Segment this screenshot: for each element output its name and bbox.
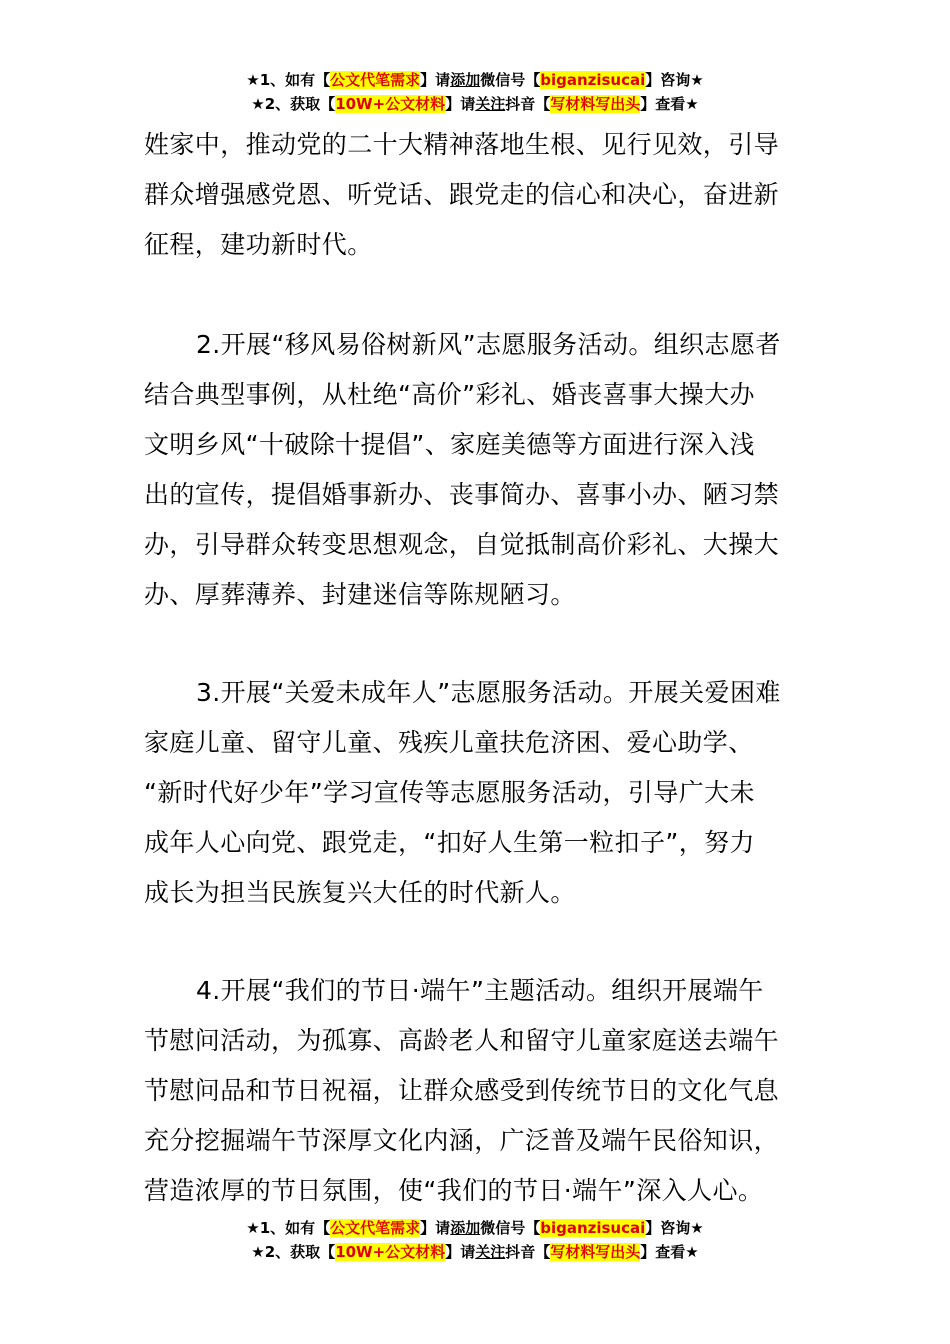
highlight-wechat-id: biganzisucai xyxy=(540,71,646,89)
text-line: 姓家中，推动党的二十大精神落地生根、见行见效，引导 xyxy=(144,130,780,159)
banner-line-1 xyxy=(0,1216,950,1240)
highlight-ghostwriting-service: 公文代笔需求 xyxy=(330,1219,421,1237)
banner-line-2-mid-2: 抖音【 xyxy=(505,1243,551,1261)
text-line: 征程，建功新时代。 xyxy=(144,230,373,259)
paragraph-item-3 xyxy=(144,668,808,918)
paragraph-item-2 xyxy=(144,320,808,620)
text-line: 办、厚葬薄养、封建迷信等陈规陋习。 xyxy=(144,580,576,609)
text-line: 节慰问活动，为孤寡、高龄老人和留守儿童家庭送去端午 xyxy=(144,1026,780,1055)
banner-line-2-prefix: ★2、获取【 xyxy=(251,1243,336,1261)
banner-line-2-mid: 】请 xyxy=(445,95,476,113)
footer-banner xyxy=(0,1216,950,1264)
highlight-douyin-account: 写材料写出头 xyxy=(550,1243,641,1261)
highlight-ghostwriting-service: 公文代笔需求 xyxy=(330,71,421,89)
highlight-materials: 10W+公文材料 xyxy=(335,95,446,113)
banner-line-1-mid-2: 微信号【 xyxy=(480,1219,541,1237)
text-line: 成年人心向党、跟党走，“扣好人生第一粒扣子”，努力 xyxy=(144,828,755,857)
text-line: 办，引导群众转变思想观念，自觉抵制高价彩礼、大操大 xyxy=(144,530,780,559)
paragraph-item-4 xyxy=(144,966,808,1216)
banner-line-1-prefix: ★1、如有【 xyxy=(246,1219,331,1237)
text-line: 营造浓厚的节日氛围，使“我们的节日·端午”深入人心。 xyxy=(144,1176,764,1205)
banner-line-1-mid: 】请 xyxy=(420,71,451,89)
banner-line-2-mid-2: 抖音【 xyxy=(505,95,551,113)
banner-line-2-mid: 】请 xyxy=(445,1243,476,1261)
text-line: “新时代好少年”学习宣传等志愿服务活动，引导广大未 xyxy=(144,778,755,807)
banner-line-1 xyxy=(0,68,950,92)
text-line: 成长为担当民族复兴大任的时代新人。 xyxy=(144,878,576,907)
banner-line-1-mid-2: 微信号【 xyxy=(480,71,541,89)
banner-line-1-suffix: 】咨询★ xyxy=(645,71,704,89)
banner-line-2 xyxy=(0,1240,950,1264)
text-line: 4.开展“我们的节日·端午”主题活动。组织开展端午 xyxy=(196,976,764,1005)
text-line: 出的宣传，提倡婚事新办、丧事简办、喜事小办、陋习禁 xyxy=(144,480,780,509)
banner-line-1-prefix: ★1、如有【 xyxy=(246,71,331,89)
highlight-douyin-account: 写材料写出头 xyxy=(550,95,641,113)
banner-underlined-add: 添加 xyxy=(450,1219,481,1237)
banner-line-2-prefix: ★2、获取【 xyxy=(251,95,336,113)
text-line: 群众增强感党恩、听党话、跟党走的信心和决心，奋进新 xyxy=(144,180,780,209)
text-line: 3.开展“关爱未成年人”志愿服务活动。开展关爱困难 xyxy=(196,678,781,707)
header-banner xyxy=(0,68,950,116)
banner-underlined-follow: 关注 xyxy=(475,1243,506,1261)
text-line: 家庭儿童、留守儿童、残疾儿童扶危济困、爱心助学、 xyxy=(144,728,754,757)
banner-underlined-add: 添加 xyxy=(450,71,481,89)
banner-underlined-follow: 关注 xyxy=(475,95,506,113)
paragraph-continuation xyxy=(144,120,808,270)
banner-line-1-mid: 】请 xyxy=(420,1219,451,1237)
banner-line-2-suffix: 】查看★ xyxy=(640,1243,699,1261)
text-line: 2.开展“移风易俗树新风”志愿服务活动。组织志愿者 xyxy=(196,330,781,359)
text-line: 节慰问品和节日祝福，让群众感受到传统节日的文化气息 xyxy=(144,1076,780,1105)
banner-line-2-suffix: 】查看★ xyxy=(640,95,699,113)
text-line: 文明乡风“十破除十提倡”、家庭美德等方面进行深入浅 xyxy=(144,430,755,459)
text-line: 充分挖掘端午节深厚文化内涵，广泛普及端午民俗知识， xyxy=(144,1126,780,1155)
text-line: 结合典型事例，从杜绝“高价”彩礼、婚丧喜事大操大办 xyxy=(144,380,755,409)
highlight-wechat-id: biganzisucai xyxy=(540,1219,646,1237)
highlight-materials: 10W+公文材料 xyxy=(335,1243,446,1261)
banner-line-1-suffix: 】咨询★ xyxy=(645,1219,704,1237)
banner-line-2 xyxy=(0,92,950,116)
